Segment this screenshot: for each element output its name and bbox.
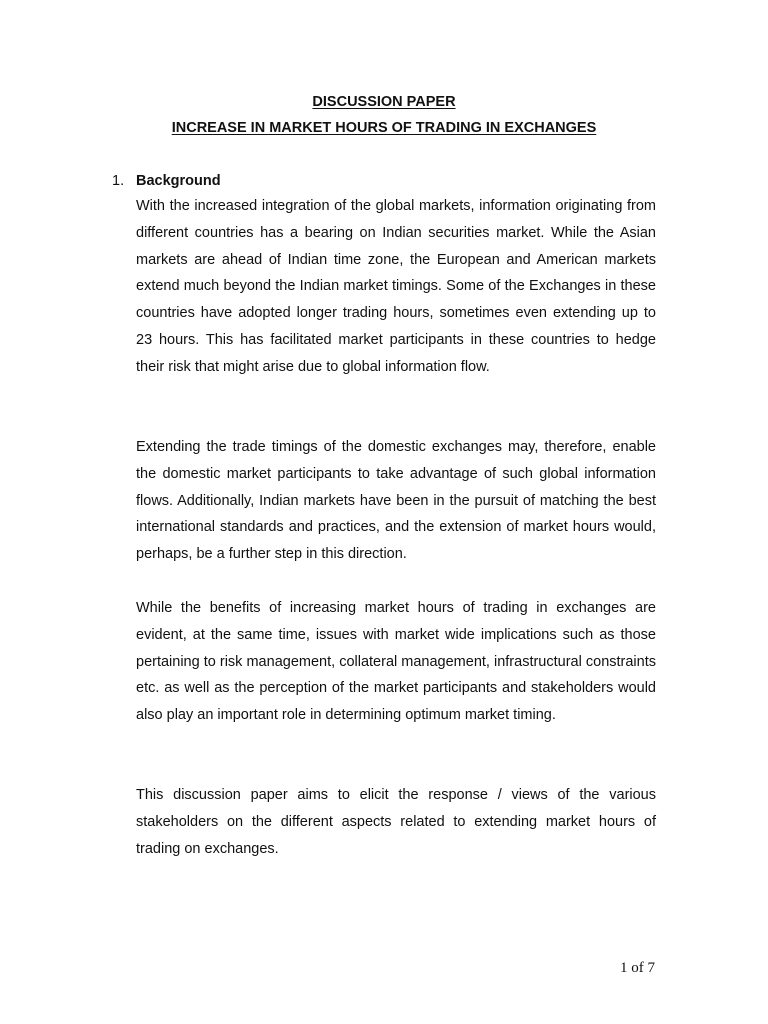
document-heading: DISCUSSION PAPER [312,94,456,110]
section-number: 1. [112,173,125,189]
document-subheading: INCREASE IN MARKET HOURS OF TRADING IN EXCHANGES [171,120,597,136]
paragraph-1: With the increased integration of the global markets, information originating from different countries has a bearing on Indian securities market. While the Asian markets are ahead of Indian time zone, the European and American markets extend much beyond the Indian market timings. Some of the Exchanges in these countries have adopted longer trading hours, sometimes even extending up to 23 hours. This has facilitated market participants in these countries to hedge their risk that might arise due to global information flow. [136,198,656,375]
paragraph-2: Extending the trade timings of the domestic exchanges may, therefore, enable the domestic market participants to take advantage of such global information flows. Additionally, Indian markets have been in the pursuit of matching the best international standards and practices, and the extension of market hours would, perhaps, be a further step in this direction. [136,439,656,563]
paragraph-4: This discussion paper aims to elicit the response / views of the various stakeholders on the different aspects related to extending market hours of trading on exchanges. [136,787,656,857]
section-heading [112,172,221,190]
page-number: 1 of 7 [620,960,655,976]
section-title: Background [136,173,221,189]
paragraph-3: While the benefits of increasing market hours of trading in exchanges are evident, at the same time, issues with market wide implications such as those pertaining to risk management, collateral management, infrastructural constraints etc. as well as the perception of the market participants and stakeholders would also play an important role in determining optimum market timing. [136,600,656,724]
